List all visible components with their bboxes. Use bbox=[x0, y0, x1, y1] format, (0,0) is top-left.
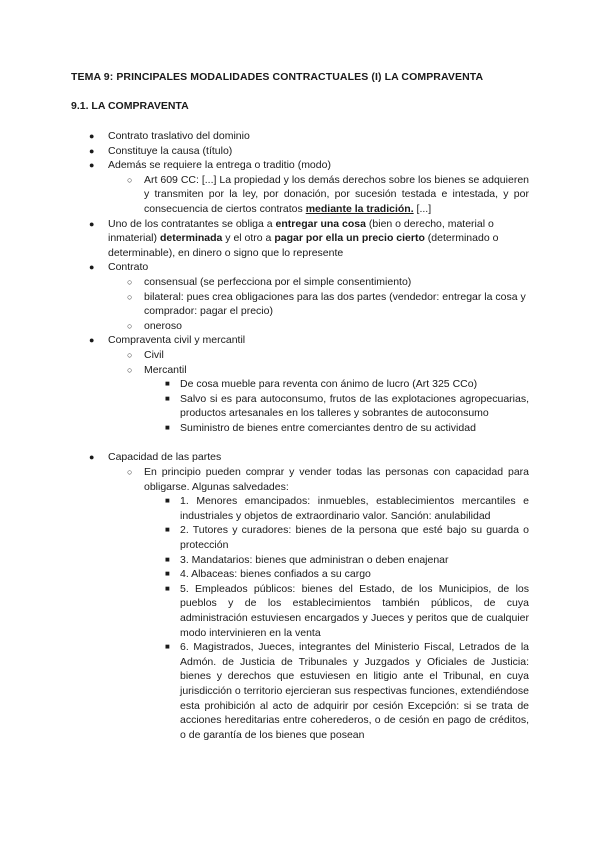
bullet-icon: ● bbox=[89, 131, 95, 141]
item-text: 6. Magistrados, Jueces, integrantes del Ministerio Fiscal, Letrados de la Admón. de Justicia de Tribunales y Juzgados y Oficiales de Justicia: bienes y derechos que estuviesen en litigio ante el Tribunal, en cuya jurisdicción o territorio ejercieran sus respectivas funciones, extendiéndose esta prohibición al acto de adquirir por cesión Excepción: si se trata de acciones hereditarias entre coherederos, o de cesión en pago de créditos, o de garantía de los bienes que posean bbox=[180, 641, 529, 741]
emphasis-text: mediante la tradición. bbox=[305, 202, 414, 215]
bullet-icon: ● bbox=[89, 218, 95, 229]
bullet-icon: ○ bbox=[127, 364, 133, 375]
spacer bbox=[0, 435, 600, 450]
list-item bbox=[89, 260, 529, 275]
item-text: De cosa mueble para reventa con ánimo de lucro (Art 325 CCo) bbox=[180, 378, 478, 391]
bullet-icon: ■ bbox=[165, 554, 170, 564]
bullet-icon: ● bbox=[89, 335, 95, 346]
bullet-icon: ● bbox=[89, 145, 95, 156]
list-item bbox=[89, 144, 529, 159]
bullet-icon: ■ bbox=[165, 379, 170, 389]
item-text: Art 609 CC: [...] La propiedad y los demás derechos sobre los bienes se adquieren y transmiten por la ley, por donación, por sucesión testada e intestada, y por consecuencia de ciertos contratos bbox=[144, 173, 529, 215]
bullet-icon: ● bbox=[89, 452, 95, 463]
list-item bbox=[165, 640, 529, 742]
item-text: 1. Menores emancipados: inmuebles, establecimientos mercantiles e industriales y objetos de extraordinario valor. Sanción: anulabilidad bbox=[180, 495, 529, 522]
list-item bbox=[127, 465, 529, 494]
item-text: En principio pueden comprar y vender todas las personas con capacidad para obligarse. Algunas salvedades: bbox=[144, 466, 529, 493]
list-item bbox=[127, 348, 529, 363]
list-item bbox=[165, 523, 529, 552]
item-text: Civil bbox=[144, 348, 164, 361]
item-text: bilateral: pues crea obligaciones para las dos partes (vendedor: entregar la cosa y comprador: pagar el precio) bbox=[144, 290, 526, 318]
list-item bbox=[127, 290, 529, 319]
emphasis-text: determinada bbox=[159, 232, 223, 245]
item-text: Mercantil bbox=[144, 363, 187, 376]
bullet-icon: ■ bbox=[165, 642, 170, 652]
bullet-icon: ○ bbox=[127, 320, 133, 331]
item-text: 3. Mandatarios: bienes que administran o deben enajenar bbox=[180, 553, 449, 566]
item-text: Suministro de bienes entre comerciantes dentro de su actividad bbox=[180, 421, 476, 434]
item-text: (determinado o determinable), en dinero o signo que lo represente bbox=[108, 232, 499, 259]
bullet-icon: ■ bbox=[165, 583, 170, 593]
bullet-icon: ○ bbox=[127, 349, 133, 360]
list-item bbox=[127, 173, 529, 217]
bullet-icon: ○ bbox=[127, 291, 133, 302]
item-text: 2. Tutores y curadores: bienes de la persona que esté bajo su guarda o protección bbox=[180, 524, 529, 552]
document-body bbox=[0, 129, 600, 742]
item-text: consensual (se perfecciona por el simple consentimiento) bbox=[144, 275, 412, 288]
list-item bbox=[165, 567, 529, 582]
list-item bbox=[89, 158, 529, 173]
item-text: Uno de los contratantes se obliga a bbox=[108, 217, 276, 230]
bullet-icon: ■ bbox=[165, 422, 170, 432]
item-text: 4. Albaceas: bienes confiados a su cargo bbox=[180, 568, 371, 581]
list-item bbox=[165, 494, 529, 523]
list-item bbox=[89, 450, 529, 465]
item-text: [...] bbox=[413, 202, 432, 215]
list-item bbox=[127, 275, 529, 290]
section-title: 9.1. LA COMPRAVENTA bbox=[71, 100, 189, 112]
emphasis-text: pagar por ella un precio cierto bbox=[274, 232, 425, 245]
item-text: y el otro a bbox=[222, 232, 275, 245]
list-item bbox=[89, 333, 529, 348]
item-text: Contrato traslativo del dominio bbox=[108, 130, 250, 142]
list-item bbox=[165, 582, 529, 640]
bullet-icon: ○ bbox=[127, 174, 133, 185]
list-item bbox=[89, 217, 529, 261]
emphasis-text: entregar una cosa bbox=[275, 217, 366, 230]
item-text: 5. Empleados públicos: bienes del Estado, de los Municipios, de los pueblos y de los establecimientos también públicos, de cuya administración estuviesen encargados y Jueces y peritos que de cualquier modo intervinieren en la venta bbox=[180, 582, 529, 639]
item-text: Compraventa civil y mercantil bbox=[108, 334, 246, 347]
bullet-icon: ● bbox=[89, 160, 95, 171]
list-item bbox=[127, 319, 529, 334]
bullet-icon: ● bbox=[89, 262, 95, 273]
item-text: oneroso bbox=[144, 319, 182, 332]
item-text: Salvo si es para autoconsumo, frutos de las explotaciones agropecuarias, productos artesanales en los talleres y sobrantes de autoconsumo bbox=[180, 392, 529, 420]
bullet-icon: ■ bbox=[165, 525, 170, 535]
list-item bbox=[165, 553, 529, 568]
item-text: Constituye la causa (título) bbox=[108, 144, 233, 157]
list-item bbox=[165, 421, 529, 436]
item-text: (bien o derecho, material o inmaterial) bbox=[108, 217, 494, 245]
list-item bbox=[89, 129, 529, 144]
item-text: Además se requiere la entrega o traditio (modo) bbox=[108, 159, 331, 172]
item-text: Contrato bbox=[108, 261, 149, 274]
bullet-icon: ■ bbox=[165, 569, 170, 579]
item-text: Capacidad de las partes bbox=[108, 451, 222, 464]
bullet-icon: ○ bbox=[127, 276, 133, 287]
bullet-icon: ■ bbox=[165, 496, 170, 506]
document-title: TEMA 9: PRINCIPALES MODALIDADES CONTRACTUALES (I) LA COMPRAVENTA bbox=[71, 71, 484, 83]
list-item bbox=[165, 377, 529, 392]
list-item bbox=[165, 392, 529, 421]
bullet-icon: ○ bbox=[127, 467, 133, 478]
list-item bbox=[127, 363, 529, 378]
bullet-icon: ■ bbox=[165, 393, 170, 403]
